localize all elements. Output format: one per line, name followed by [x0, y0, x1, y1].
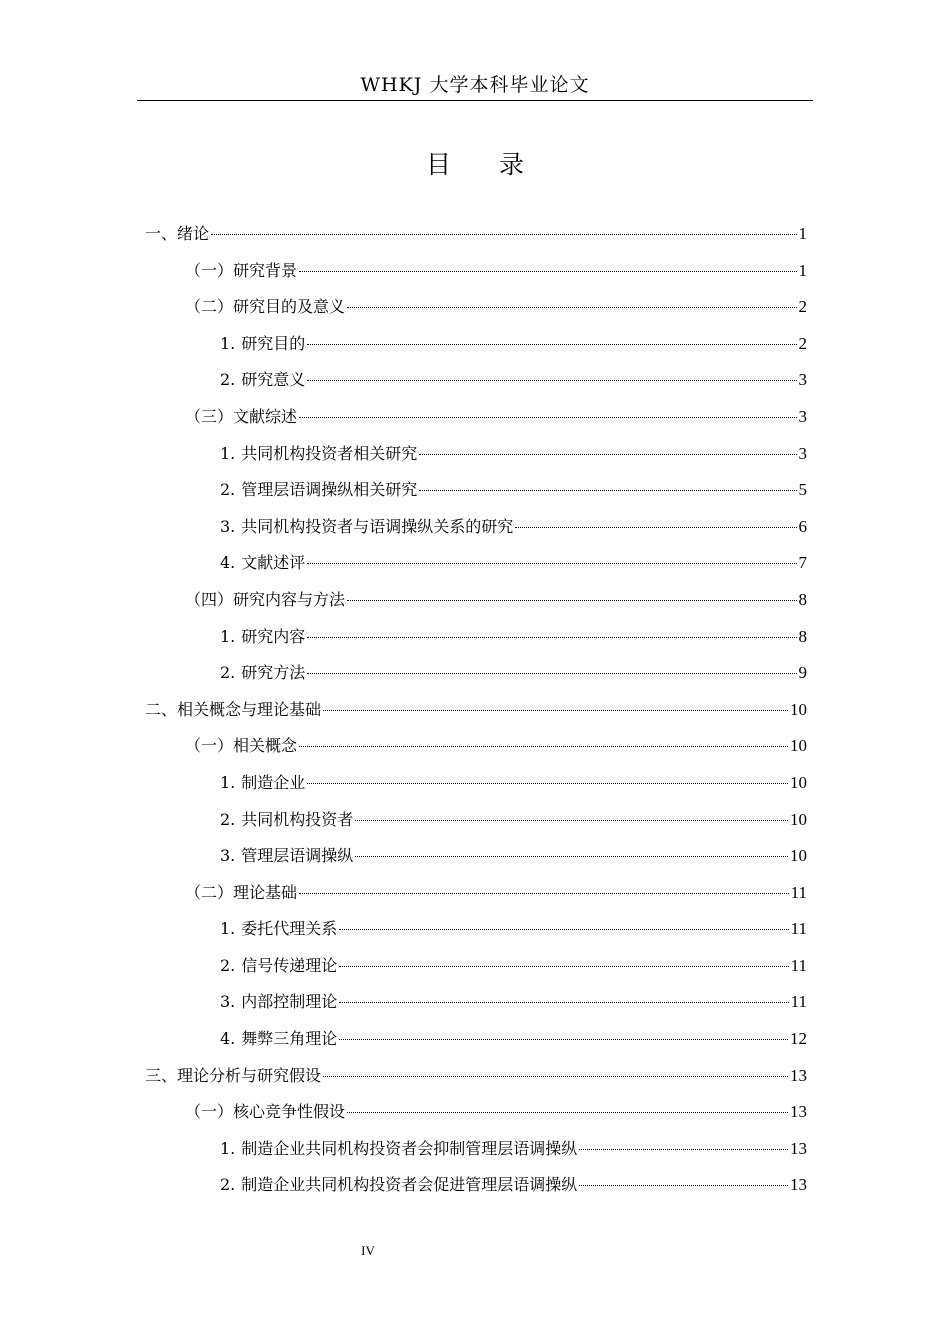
- toc-entry-page: 13: [790, 1102, 807, 1122]
- toc-leader-dots: [355, 820, 788, 821]
- toc-entry-label: 共同机构投资者: [241, 809, 354, 829]
- toc-leader-dots: [339, 966, 788, 967]
- toc-leader-dots: [299, 271, 796, 272]
- toc-entry-label: 三、理论分析与研究假设: [145, 1065, 322, 1085]
- toc-entry-page: 11: [790, 882, 807, 902]
- toc-entry[interactable]: [145, 838, 807, 875]
- toc-leader-dots: [419, 454, 796, 455]
- toc-entry-number: 2.: [220, 663, 236, 683]
- toc-leader-dots: [579, 1185, 788, 1186]
- toc-leader-dots: [339, 929, 788, 930]
- toc-entry-label: （三）文献综述: [185, 406, 298, 426]
- toc-leader-dots: [307, 563, 796, 564]
- toc-entry[interactable]: [145, 545, 807, 582]
- toc-entry-number: 1.: [220, 333, 236, 353]
- toc-entry-page: 11: [790, 992, 807, 1012]
- toc-leader-dots: [307, 783, 788, 784]
- toc-entry-label: 二、相关概念与理论基础: [145, 699, 322, 719]
- toc-entry-label: 舞弊三角理论: [241, 1029, 338, 1049]
- toc-leader-dots: [307, 673, 796, 674]
- toc-leader-dots: [299, 746, 788, 747]
- toc-entry-label: 制造企业共同机构投资者会促进管理层语调操纵: [241, 1175, 578, 1195]
- toc-entry[interactable]: [145, 619, 807, 656]
- page-number: IV: [361, 1243, 375, 1258]
- toc-entry-label: 委托代理关系: [241, 919, 338, 939]
- toc-entry[interactable]: [145, 765, 807, 802]
- toc-title: 目 录: [426, 150, 544, 179]
- toc-leader-dots: [515, 527, 796, 528]
- toc-entry-page: 1: [798, 260, 807, 280]
- toc-leader-dots: [323, 710, 788, 711]
- toc-entry[interactable]: [145, 472, 807, 509]
- toc-entry-page: 6: [798, 516, 807, 536]
- toc-leader-dots: [323, 1076, 788, 1077]
- toc-leader-dots: [347, 1112, 788, 1113]
- toc-entry-number: 3.: [220, 846, 236, 866]
- toc-entry-page: 13: [790, 1065, 807, 1085]
- toc-entry-label: 制造企业共同机构投资者会抑制管理层语调操纵: [241, 1138, 578, 1158]
- toc-entry-number: 2.: [220, 1175, 236, 1195]
- toc-leader-dots: [211, 234, 796, 235]
- toc-entry-label: 研究意义: [241, 370, 306, 390]
- toc-entry-label: 管理层语调操纵相关研究: [241, 480, 418, 500]
- toc-entry-label: 研究内容: [241, 626, 306, 646]
- toc-entry-page: 13: [790, 1138, 807, 1158]
- toc-entry[interactable]: [145, 948, 807, 985]
- toc-entry-number: 2.: [220, 370, 236, 390]
- toc-entry[interactable]: [145, 253, 807, 290]
- toc-entry-number: 4.: [220, 553, 236, 573]
- toc-leader-dots: [579, 1149, 788, 1150]
- toc-entry-page: 13: [790, 1175, 807, 1195]
- toc-entry-label: （一）相关概念: [185, 736, 298, 756]
- toc-entry-page: 10: [790, 846, 807, 866]
- toc-leader-dots: [339, 1002, 788, 1003]
- toc-entry-page: 11: [790, 919, 807, 939]
- toc-leader-dots: [419, 490, 796, 491]
- toc-entry[interactable]: [145, 1131, 807, 1168]
- toc-entry-page: 12: [790, 1029, 807, 1049]
- toc-entry-number: 2.: [220, 809, 236, 829]
- toc-leader-dots: [355, 856, 788, 857]
- toc-entry-page: 3: [798, 443, 807, 463]
- toc-entry[interactable]: [145, 728, 807, 765]
- toc-entry-label: 研究目的: [241, 333, 306, 353]
- toc-entry[interactable]: [145, 289, 807, 326]
- toc-entry-page: 3: [798, 406, 807, 426]
- toc-entry-page: 1: [798, 224, 807, 243]
- toc-entry-page: 10: [790, 809, 807, 829]
- toc-leader-dots: [307, 637, 796, 638]
- page-header: [137, 72, 813, 101]
- toc-entry-page: 8: [798, 626, 807, 646]
- toc-entry[interactable]: [145, 436, 807, 473]
- toc-entry-number: 3.: [220, 992, 236, 1012]
- toc-entry-label: （一）核心竞争性假设: [185, 1102, 346, 1122]
- toc-entry-number: 1.: [220, 772, 236, 792]
- toc-leader-dots: [347, 600, 796, 601]
- toc-entry-label: 内部控制理论: [241, 992, 338, 1012]
- toc-entry-label: 文献述评: [241, 553, 306, 573]
- toc-entry-label: （一）研究背景: [185, 260, 298, 280]
- toc-leader-dots: [307, 380, 796, 381]
- toc-entry-page: 2: [798, 333, 807, 353]
- toc-leader-dots: [307, 344, 796, 345]
- toc-entry-page: 10: [790, 699, 807, 719]
- toc-entry[interactable]: [145, 1167, 807, 1204]
- toc-leader-dots: [347, 307, 796, 308]
- toc-entry-number: 4.: [220, 1029, 236, 1049]
- toc-entry[interactable]: [145, 362, 807, 399]
- toc-entry-label: 信号传递理论: [241, 955, 338, 975]
- toc-entry-label: 共同机构投资者相关研究: [241, 443, 418, 463]
- toc-entry-page: 10: [790, 772, 807, 792]
- toc-entry-page: 5: [798, 480, 807, 500]
- toc-entry-page: 8: [798, 589, 807, 609]
- toc-entry-number: 1.: [220, 919, 236, 939]
- toc-entry-label: （二）研究目的及意义: [185, 297, 346, 317]
- toc-entry-page: 10: [790, 736, 807, 756]
- toc-entry-page: 3: [798, 370, 807, 390]
- toc-entry[interactable]: [145, 655, 807, 692]
- toc-entry[interactable]: [145, 1094, 807, 1131]
- toc-entry[interactable]: [145, 216, 807, 253]
- toc-entry[interactable]: [145, 399, 807, 436]
- toc-entry-page: 9: [798, 663, 807, 683]
- toc-entry-label: （二）理论基础: [185, 882, 298, 902]
- header-text: WHKJ 大学本科毕业论文: [360, 74, 590, 96]
- toc-entry-number: 2.: [220, 480, 236, 500]
- toc-entry-page: 7: [798, 553, 807, 573]
- toc-entry[interactable]: [145, 582, 807, 619]
- toc-entry-number: 3.: [220, 516, 236, 536]
- toc-entry[interactable]: [145, 692, 807, 729]
- toc-entry-number: 1.: [220, 626, 236, 646]
- toc-entry-page: 2: [798, 297, 807, 317]
- toc-entry-number: 2.: [220, 955, 236, 975]
- toc-entry[interactable]: [145, 1058, 807, 1095]
- toc-entry-label: 制造企业: [241, 772, 306, 792]
- toc-entry-page: 11: [790, 955, 807, 975]
- toc-entry[interactable]: [145, 911, 807, 948]
- toc-entry-label: 研究方法: [241, 663, 306, 683]
- toc-entry[interactable]: [145, 326, 807, 363]
- toc-entry[interactable]: [145, 875, 807, 912]
- toc-entry[interactable]: [145, 984, 807, 1021]
- toc-entry-number: 1.: [220, 443, 236, 463]
- toc-entry-label: 共同机构投资者与语调操纵关系的研究: [241, 516, 514, 536]
- toc-entry-number: 1.: [220, 1138, 236, 1158]
- table-of-contents: [145, 216, 807, 1204]
- toc-entry-label: 管理层语调操纵: [241, 846, 354, 866]
- toc-entry[interactable]: [145, 509, 807, 546]
- toc-leader-dots: [339, 1039, 788, 1040]
- toc-entry-label: （四）研究内容与方法: [185, 589, 346, 609]
- toc-entry-label: 一、绪论: [145, 224, 210, 243]
- toc-entry[interactable]: [145, 1021, 807, 1058]
- toc-leader-dots: [299, 417, 796, 418]
- toc-entry[interactable]: [145, 802, 807, 839]
- toc-leader-dots: [299, 893, 789, 894]
